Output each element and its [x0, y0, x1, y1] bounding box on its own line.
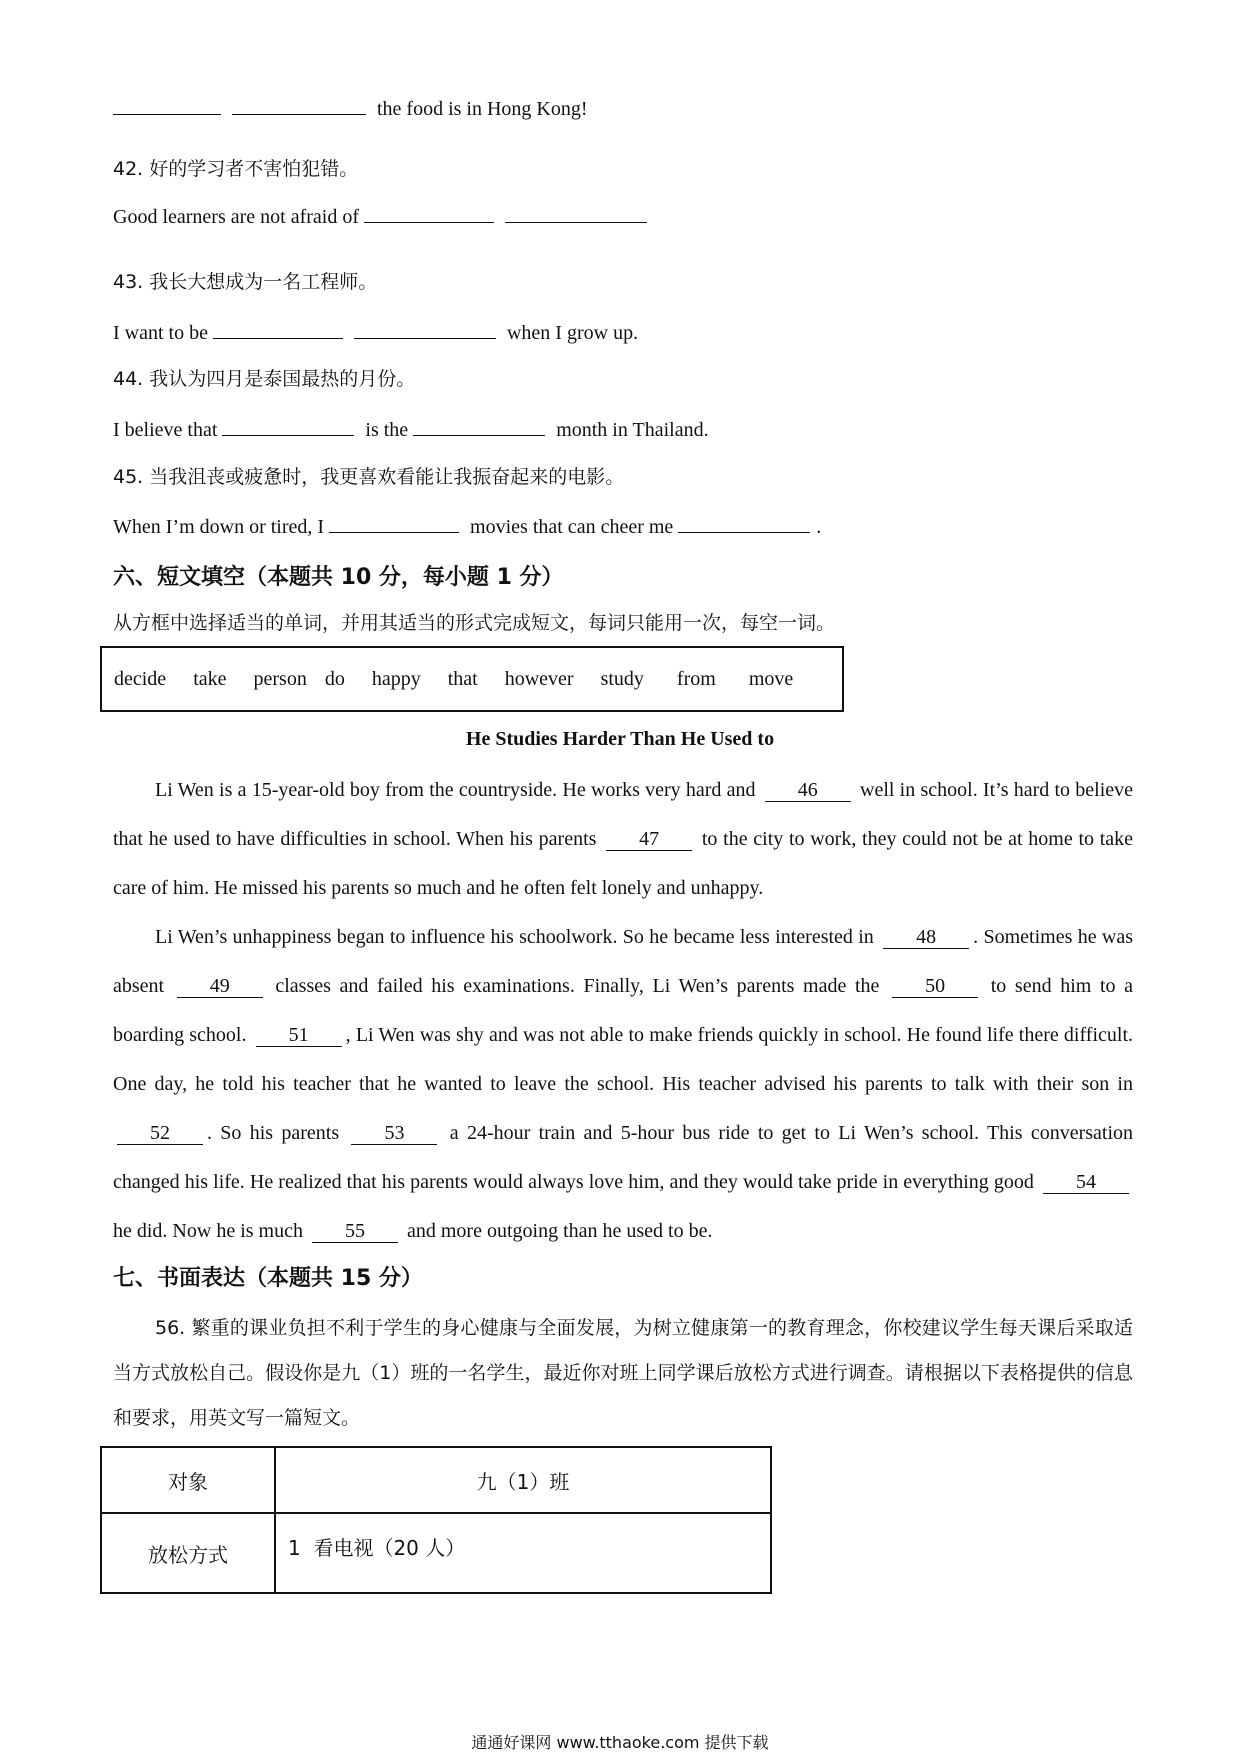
word-item: move: [748, 667, 794, 690]
table-cell: 九（1）班: [275, 1447, 771, 1513]
q44-text: I believe that: [113, 419, 218, 441]
q44-chinese: 44. 我认为四月是泰国最热的月份。: [113, 368, 416, 390]
word-box: [100, 646, 844, 712]
answer-blank[interactable]: [678, 512, 810, 533]
q43-text-suffix: when I grow up.: [506, 322, 639, 344]
blank-54[interactable]: 54: [1043, 1171, 1129, 1194]
passage-title: He Studies Harder Than He Used to: [465, 728, 775, 750]
blank-51[interactable]: 51: [256, 1024, 342, 1047]
q44-english-line: [113, 415, 709, 444]
q41-english-line: [113, 94, 588, 123]
q44-text-mid: is the: [365, 419, 409, 441]
blank-48[interactable]: 48: [883, 926, 969, 949]
answer-blank[interactable]: [232, 94, 366, 115]
answer-blank[interactable]: [354, 318, 496, 339]
q45-english-line: [113, 512, 821, 541]
word-item: study: [600, 667, 644, 690]
q45-text: When I’m down or tired, I: [113, 516, 325, 538]
blank-52[interactable]: 52: [117, 1122, 203, 1145]
q45-chinese: 45. 当我沮丧或疲惫时，我更喜欢看能让我振奋起来的电影。: [113, 466, 625, 488]
q41-text: the food is in Hong Kong!: [377, 98, 588, 120]
answer-blank[interactable]: [413, 415, 545, 436]
answer-blank[interactable]: [113, 94, 221, 115]
word-item: do: [324, 667, 345, 690]
section6-instruction: 从方框中选择适当的单词，并用其适当的形式完成短文，每词只能用一次，每空一词。: [113, 612, 836, 634]
blank-46[interactable]: 46: [765, 779, 851, 802]
word-item: decide: [114, 667, 167, 690]
blank-47[interactable]: 47: [606, 828, 692, 851]
survey-table: [100, 1446, 772, 1594]
q42-text: Good learners are not afraid of: [113, 206, 359, 228]
word-item: person: [253, 667, 307, 690]
table-row: [101, 1513, 771, 1593]
table-row: [101, 1447, 771, 1513]
passage-paragraph-1: Li Wen is a 15-year-old boy from the countryside. He works very hard and 46 well in school. It’s hard to believe that he used to have difficulties in school. When his parents 47 to the city to work, they could not be at home to take care of him. He missed his parents so much and he often felt lonely and unhappy.: [113, 779, 1134, 899]
word-item: that: [447, 667, 478, 690]
q43-english-line: [113, 318, 638, 347]
blank-49[interactable]: 49: [177, 975, 263, 998]
blank-53[interactable]: 53: [351, 1122, 437, 1145]
answer-blank[interactable]: [222, 415, 354, 436]
answer-blank[interactable]: [329, 512, 459, 533]
footer-watermark: 通通好课网 www.tthaoke.com 提供下载: [471, 1733, 769, 1752]
q45-text-suffix: .: [816, 516, 822, 538]
answer-blank[interactable]: [364, 202, 494, 223]
word-item: from: [676, 667, 716, 690]
section7-prompt: 56. 繁重的课业负担不利于学生的身心健康与全面发展，为树立健康第一的教育理念，你校建议学生每天课后采取适当方式放松自己。假设你是九（1）班的一名学生，最近你对班上同学课后放松方式进行调查。请根据以下表格提供的信息和要求，用英文写一篇短文。: [113, 1317, 1133, 1429]
table-cell: 放松方式: [101, 1513, 275, 1593]
word-item: happy: [371, 667, 421, 690]
section6-title: 六、短文填空（本题共 10 分，每小题 1 分）: [113, 565, 564, 590]
q42-chinese: 42. 好的学习者不害怕犯错。: [113, 158, 359, 180]
answer-blank[interactable]: [213, 318, 343, 339]
q43-chinese: 43. 我长大想成为一名工程师。: [113, 271, 378, 293]
section7-title: 七、书面表达（本题共 15 分）: [113, 1266, 423, 1291]
q42-english-line: [113, 202, 653, 231]
blank-50[interactable]: 50: [892, 975, 978, 998]
table-cell: 对象: [101, 1447, 275, 1513]
answer-blank[interactable]: [505, 202, 647, 223]
table-cell: 1 看电视（20 人）: [275, 1513, 771, 1593]
q44-text-suffix: month in Thailand.: [556, 419, 709, 441]
blank-55[interactable]: 55: [312, 1220, 398, 1243]
word-item: however: [504, 667, 574, 690]
q45-text-mid: movies that can cheer me: [470, 516, 674, 538]
word-item: take: [193, 667, 227, 690]
passage-paragraph-2: Li Wen’s unhappiness began to influence his schoolwork. So he became less interested in 48 . Sometimes he was absent 49 classes and failed his examinations. Finally, Li Wen’s parents made the 50 to send him to a boarding school. 51 , Li Wen was shy and was not able to make friends quickly in school. He found life there difficult. One day, he told his teacher that he wanted to leave the school. His teacher advised his parents to talk with their son in 52 . So his parents 53 a 24-hour train and 5-hour bus ride to get to Li Wen’s school. This conversation changed his life. He realized that his parents would always love him, and they would take pride in everything good 54 he did. Now he is much 55 and more outgoing than he used to be.: [113, 926, 1134, 1242]
q43-text: I want to be: [113, 322, 208, 344]
